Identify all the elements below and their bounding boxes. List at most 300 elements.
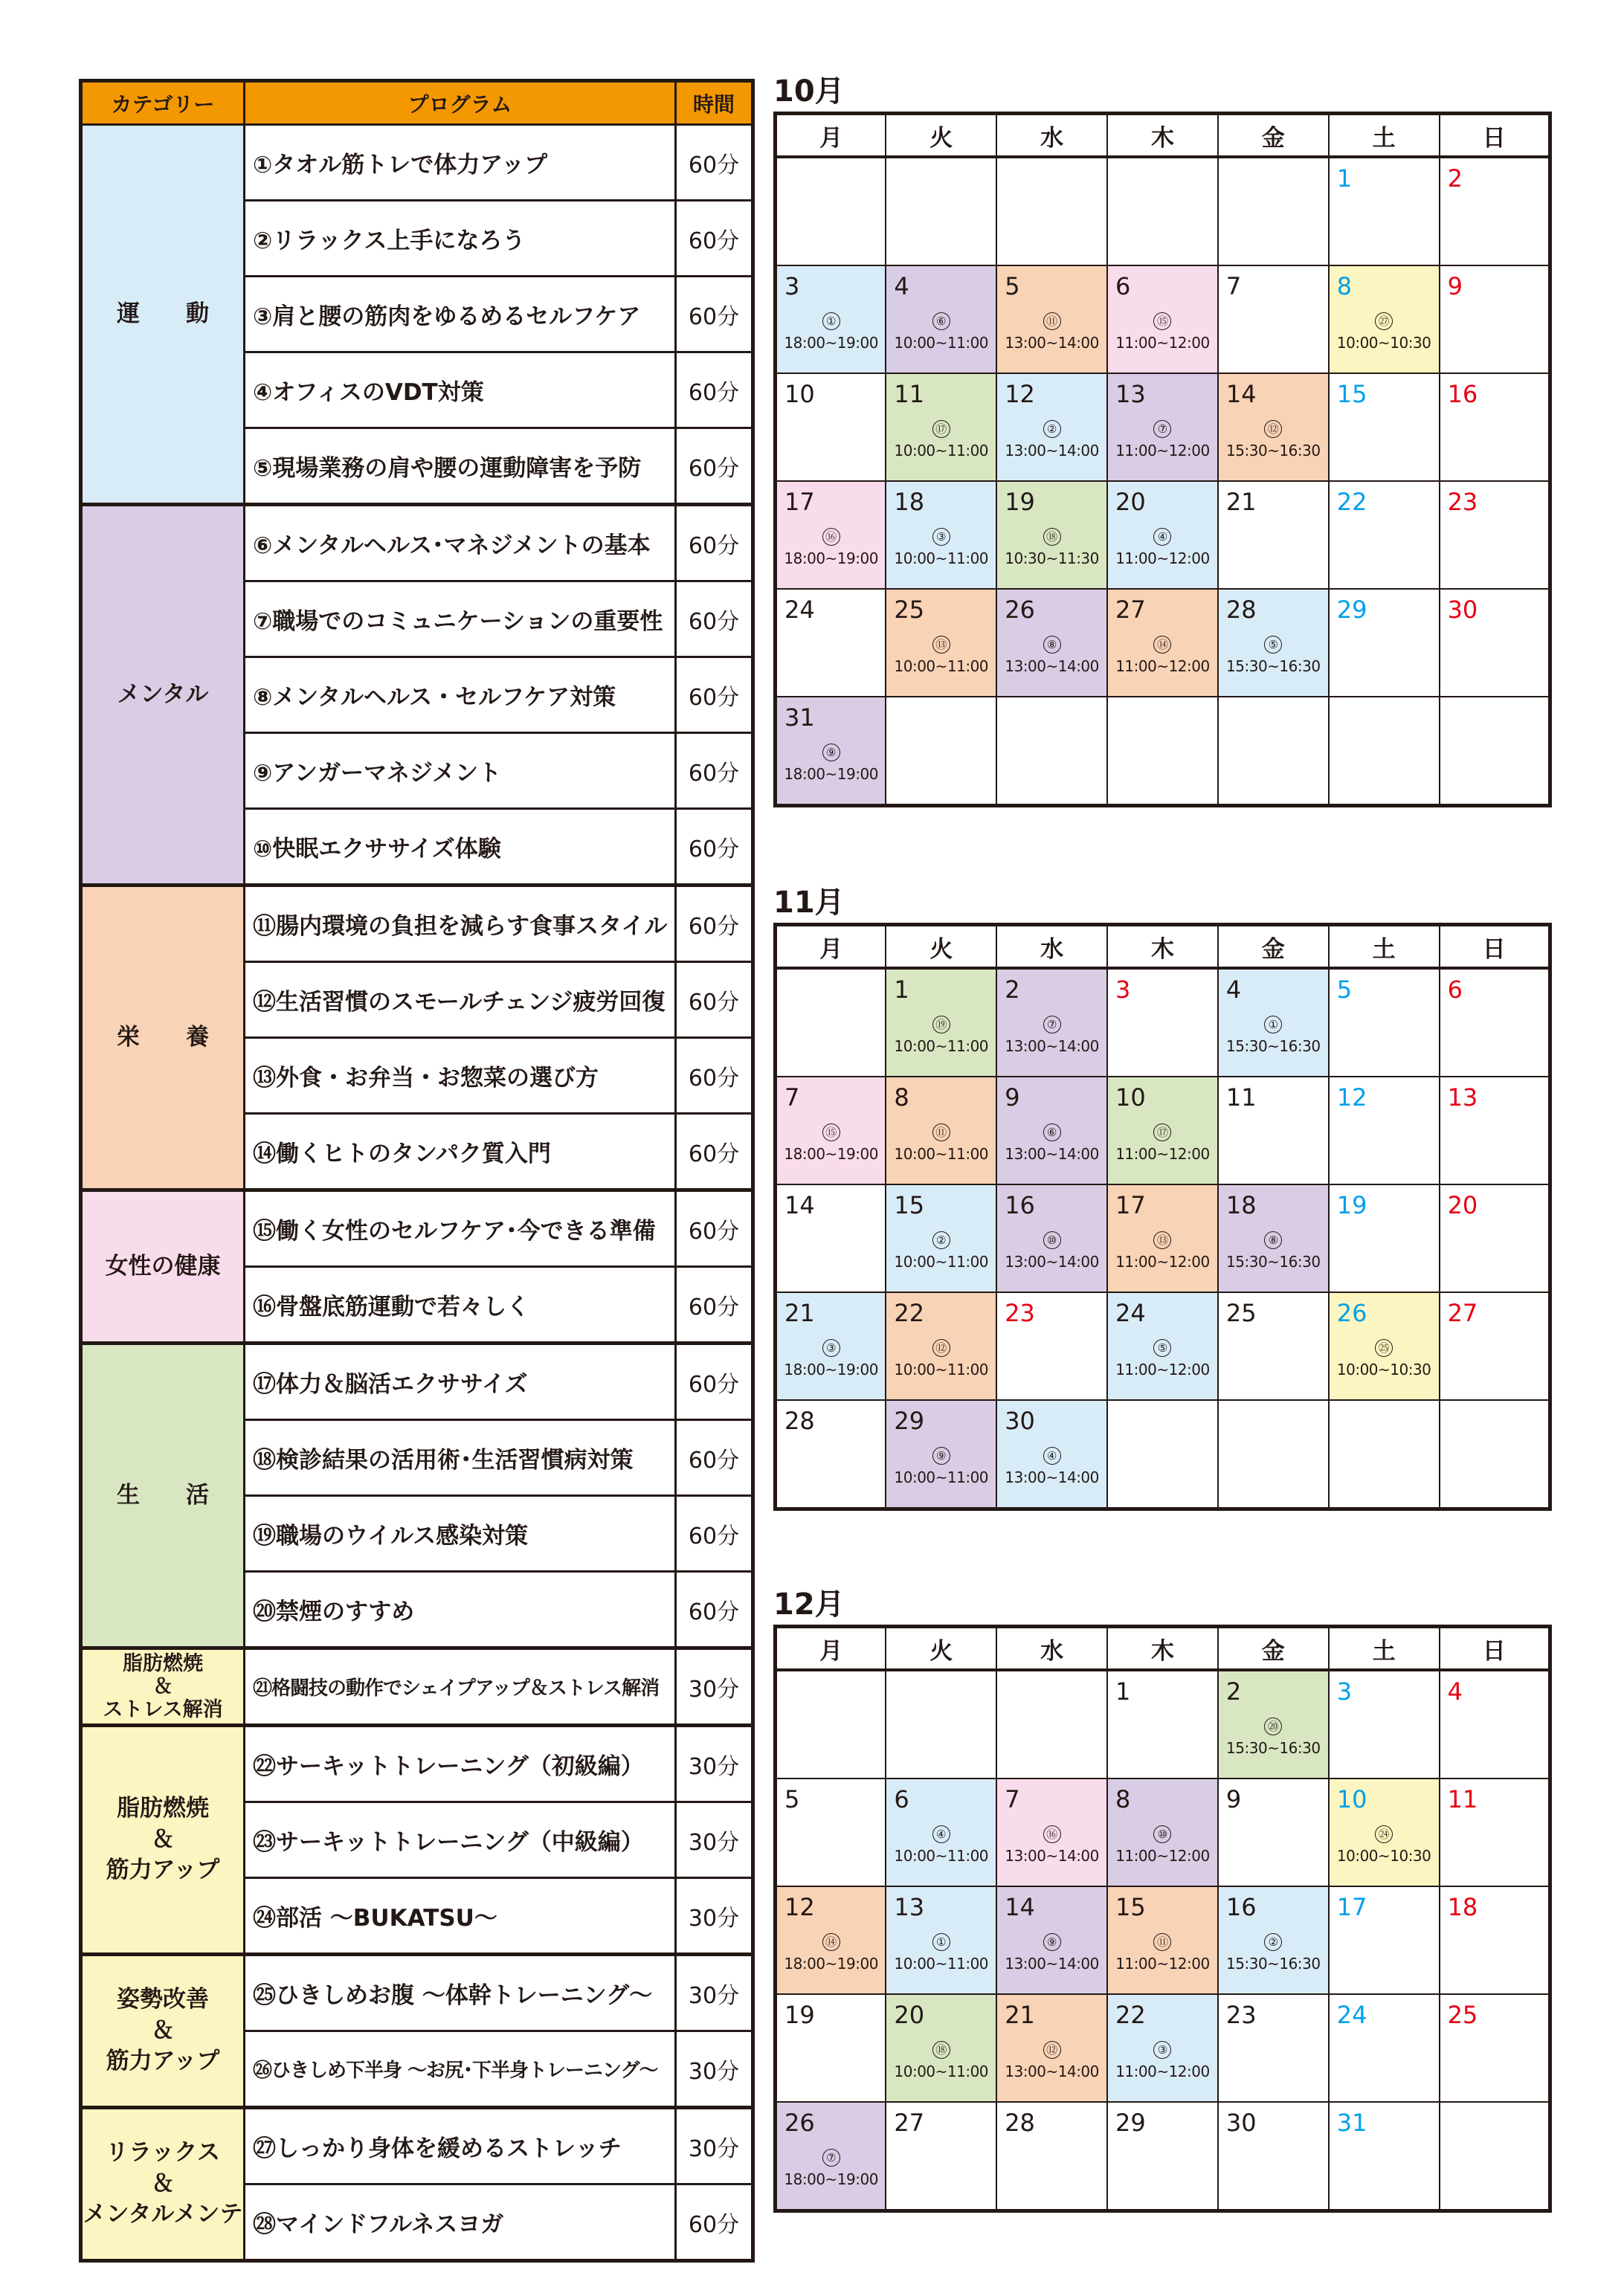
- program-duration: 60分: [676, 125, 753, 201]
- day-number: 18: [894, 488, 925, 516]
- day-cell: [1440, 1779, 1550, 1886]
- event-program-number: [886, 634, 996, 654]
- program-name: ⑭働くヒトのタンパク質入門: [245, 1114, 676, 1190]
- week-row: [776, 481, 1550, 589]
- event-program-number: [777, 2147, 885, 2167]
- day-cell: [1218, 1292, 1329, 1400]
- event-program-number: [777, 526, 885, 546]
- event-program-number: [1108, 634, 1217, 654]
- day-cell: [886, 157, 996, 265]
- category-cell: 脂肪燃焼 ＆ ストレス解消: [81, 1648, 245, 1726]
- program-name: ⑩快眠エクササイズ体験: [245, 809, 676, 886]
- day-number: 5: [784, 1785, 800, 1813]
- event-program-number: [1330, 311, 1439, 330]
- day-number: 27: [1447, 1299, 1478, 1327]
- category-cell: リラックス ＆ メンタルメンテ: [81, 2108, 245, 2261]
- day-number: 28: [1225, 596, 1257, 624]
- weekday-label: 日: [1440, 114, 1550, 158]
- program-number-badge: ⑥: [932, 312, 950, 330]
- weekday-label: 土: [1329, 925, 1440, 969]
- event-time: 13:00~14:00: [1005, 1145, 1099, 1163]
- program-name: ㉕ひきしめお腹 ～体幹トレーニング～: [245, 1955, 676, 2031]
- program-duration: 60分: [676, 2184, 753, 2261]
- program-name: ②リラックス上手になろう: [245, 201, 676, 277]
- day-number: 2: [1225, 1677, 1242, 1706]
- weekday-label: 木: [1107, 925, 1218, 969]
- program-number-badge: ⑰: [932, 420, 950, 438]
- calendar-november: [773, 883, 1552, 1511]
- event-program-number: [886, 1230, 996, 1249]
- event-program-number: [886, 2039, 996, 2059]
- day-cell: [996, 481, 1107, 589]
- program-name: ⑥メンタルヘルス･マネジメントの基本: [245, 505, 676, 581]
- day-number: 24: [1115, 1299, 1146, 1327]
- day-number: 15: [894, 1191, 925, 1219]
- program-number-badge: ③: [822, 1339, 840, 1357]
- day-number: 26: [1336, 1299, 1367, 1327]
- event-program-number: [1219, 1230, 1328, 1249]
- program-number-badge: ⑧: [1264, 1231, 1282, 1249]
- day-number: 19: [1005, 488, 1035, 516]
- day-cell: [1218, 265, 1329, 373]
- event-time: 18:00~19:00: [784, 2170, 878, 2188]
- program-number-badge: ①: [932, 1933, 950, 1951]
- event-time: 15:30~16:30: [1226, 657, 1321, 675]
- day-number: 7: [784, 1083, 800, 1112]
- header-time: 時間: [676, 81, 753, 125]
- program-number-badge: ④: [1043, 1447, 1061, 1465]
- day-number: 26: [784, 2109, 815, 2137]
- event-program-number: [997, 1122, 1106, 1141]
- week-row: [776, 373, 1550, 481]
- weekday-label: 月: [776, 1627, 886, 1671]
- program-number-badge: ⑮: [1153, 312, 1171, 330]
- event-program-number: [997, 1932, 1106, 1951]
- day-cell: [1218, 1077, 1329, 1184]
- program-name: ⑯骨盤底筋運動で若々しく: [245, 1267, 676, 1344]
- day-cell: [1107, 1077, 1218, 1184]
- event-time: 10:00~11:00: [894, 1253, 989, 1271]
- table-row: [81, 125, 753, 201]
- day-cell: [1440, 589, 1550, 697]
- event-program-number: [777, 1122, 885, 1141]
- event-time: 10:30~11:30: [1005, 549, 1099, 567]
- day-cell: [1107, 1292, 1218, 1400]
- table-row: [81, 2108, 753, 2184]
- week-row: [776, 968, 1550, 1077]
- day-number: 19: [1336, 1191, 1367, 1219]
- event-program-number: [997, 1824, 1106, 1843]
- program-duration: 60分: [676, 1114, 753, 1190]
- program-number-badge: ①: [1264, 1016, 1282, 1033]
- day-cell: [776, 1779, 886, 1886]
- program-duration: 60分: [676, 809, 753, 886]
- day-cell: [776, 1670, 886, 1779]
- program-number-badge: ⑦: [1043, 1016, 1061, 1033]
- program-duration: 30分: [676, 2108, 753, 2184]
- day-cell: [996, 1670, 1107, 1779]
- day-cell: [996, 968, 1107, 1077]
- day-cell: [996, 157, 1107, 265]
- program-name: ㉔部活 ～BUKATSU～: [245, 1878, 676, 1955]
- calendar-grid: [773, 112, 1552, 807]
- weekday-label: 金: [1218, 925, 1329, 969]
- weekday-label: 月: [776, 114, 886, 158]
- day-cell: [996, 1886, 1107, 1994]
- day-number: 12: [784, 1893, 815, 1921]
- day-cell: [1107, 589, 1218, 697]
- program-table: [79, 79, 755, 2263]
- day-number: 31: [1336, 2109, 1367, 2137]
- category-cell: 栄 養: [81, 886, 245, 1190]
- event-program-number: [1108, 1230, 1217, 1249]
- program-name: ⑬外食・お弁当・お惣菜の選び方: [245, 1038, 676, 1114]
- day-cell: [776, 1077, 886, 1184]
- program-number-badge: ⑨: [1043, 1933, 1061, 1951]
- program-duration: 60分: [676, 581, 753, 657]
- program-duration: 60分: [676, 1420, 753, 1496]
- table-row: [81, 1955, 753, 2031]
- day-number: 26: [1005, 596, 1035, 624]
- event-time: 18:00~19:00: [784, 765, 878, 783]
- program-number-badge: ⑨: [822, 744, 840, 761]
- event-program-number: [1219, 634, 1328, 654]
- day-cell: [886, 373, 996, 481]
- day-cell: [1440, 157, 1550, 265]
- event-time: 11:00~12:00: [1115, 1847, 1210, 1865]
- day-number: 3: [1115, 976, 1131, 1004]
- program-duration: 60分: [676, 1496, 753, 1572]
- day-number: 9: [1447, 272, 1463, 300]
- day-number: 12: [1005, 380, 1035, 408]
- event-program-number: [1108, 526, 1217, 546]
- program-number-badge: ⑨: [932, 1447, 950, 1465]
- day-cell: [996, 1077, 1107, 1184]
- day-cell: [776, 1292, 886, 1400]
- event-program-number: [997, 311, 1106, 330]
- day-cell: [1329, 1886, 1440, 1994]
- day-cell: [776, 1184, 886, 1292]
- day-cell: [886, 481, 996, 589]
- day-cell: [1329, 157, 1440, 265]
- week-row: [776, 697, 1550, 806]
- day-cell: [886, 1077, 996, 1184]
- day-cell: [996, 265, 1107, 373]
- weekday-label: 月: [776, 925, 886, 969]
- day-number: 23: [1225, 2001, 1257, 2029]
- day-cell: [1440, 1184, 1550, 1292]
- program-number-badge: ㉕: [1375, 1339, 1393, 1357]
- day-number: 10: [784, 380, 815, 408]
- day-number: 28: [1005, 2109, 1035, 2137]
- event-time: 10:00~10:30: [1336, 1847, 1431, 1865]
- program-duration: 30分: [676, 1802, 753, 1878]
- weekday-label: 土: [1329, 114, 1440, 158]
- weekday-header-row: [776, 114, 1550, 158]
- program-name: ⑱検診結果の活用術･生活習慣病対策: [245, 1420, 676, 1496]
- event-time: 10:00~10:30: [1336, 334, 1431, 352]
- week-row: [776, 1886, 1550, 1994]
- event-time: 13:00~14:00: [1005, 1955, 1099, 1973]
- day-cell: [1440, 1292, 1550, 1400]
- month-title: 11月: [773, 886, 845, 920]
- event-time: 11:00~12:00: [1115, 1253, 1210, 1271]
- day-cell: [1440, 697, 1550, 806]
- program-duration: 30分: [676, 1955, 753, 2031]
- weekday-label: 水: [996, 1627, 1107, 1671]
- day-cell: [1440, 1994, 1550, 2102]
- event-time: 18:00~19:00: [784, 1145, 878, 1163]
- day-number: 23: [1005, 1299, 1035, 1327]
- weekday-label: 金: [1218, 1627, 1329, 1671]
- event-program-number: [997, 1445, 1106, 1465]
- program-number-badge: ⑤: [1264, 636, 1282, 654]
- day-cell: [1440, 968, 1550, 1077]
- day-cell: [886, 2102, 996, 2211]
- day-cell: [1218, 697, 1329, 806]
- day-cell: [1329, 1994, 1440, 2102]
- day-cell: [1107, 1184, 1218, 1292]
- category-cell: メンタル: [81, 505, 245, 886]
- day-number: 29: [1336, 596, 1367, 624]
- weekday-label: 火: [886, 925, 996, 969]
- event-time: 13:00~14:00: [1005, 334, 1099, 352]
- category-cell: 姿勢改善 ＆ 筋力アップ: [81, 1955, 245, 2108]
- day-cell: [1329, 1184, 1440, 1292]
- day-number: 25: [894, 596, 925, 624]
- program-name: ⑰体力＆脳活エクササイズ: [245, 1344, 676, 1420]
- program-number-badge: ③: [932, 528, 950, 546]
- day-cell: [1329, 481, 1440, 589]
- day-cell: [996, 373, 1107, 481]
- category-cell: 生 活: [81, 1344, 245, 1648]
- day-number: 13: [1115, 380, 1146, 408]
- day-cell: [886, 589, 996, 697]
- day-cell: [886, 968, 996, 1077]
- day-cell: [776, 1994, 886, 2102]
- event-program-number: [886, 1338, 996, 1357]
- day-number: 20: [894, 2001, 925, 2029]
- header-category: カテゴリー: [81, 81, 245, 125]
- day-number: 16: [1005, 1191, 1035, 1219]
- event-program-number: [777, 1338, 885, 1357]
- event-program-number: [1108, 419, 1217, 438]
- day-cell: [996, 1292, 1107, 1400]
- day-cell: [776, 697, 886, 806]
- day-cell: [1329, 968, 1440, 1077]
- program-number-badge: ⑲: [932, 1016, 950, 1033]
- event-time: 13:00~14:00: [1005, 657, 1099, 675]
- day-cell: [1329, 1292, 1440, 1400]
- day-cell: [1218, 157, 1329, 265]
- event-time: 10:00~11:00: [894, 2063, 989, 2080]
- weekday-label: 火: [886, 1627, 996, 1671]
- day-number: 10: [1336, 1785, 1367, 1813]
- day-number: 2: [1447, 164, 1463, 193]
- program-name: ㉓サーキットトレーニング（中級編）: [245, 1802, 676, 1878]
- day-number: 3: [784, 272, 800, 300]
- week-row: [776, 1400, 1550, 1509]
- day-cell: [1329, 373, 1440, 481]
- day-number: 28: [784, 1407, 815, 1435]
- table-row: [81, 1344, 753, 1420]
- program-number-badge: ⑯: [822, 528, 840, 546]
- event-time: 10:00~11:00: [894, 1145, 989, 1163]
- week-row: [776, 1670, 1550, 1779]
- day-cell: [1107, 2102, 1218, 2211]
- day-number: 20: [1447, 1191, 1478, 1219]
- event-program-number: [1108, 311, 1217, 330]
- day-cell: [776, 265, 886, 373]
- day-cell: [776, 481, 886, 589]
- program-name: ⑦職場でのコミュニケーションの重要性: [245, 581, 676, 657]
- program-name: ⑫生活習慣のスモールチェンジ疲労回復: [245, 962, 676, 1038]
- day-cell: [886, 1292, 996, 1400]
- day-cell: [1440, 481, 1550, 589]
- day-number: 22: [894, 1299, 925, 1327]
- day-cell: [1329, 265, 1440, 373]
- day-number: 11: [894, 380, 925, 408]
- program-number-badge: ⑭: [1153, 636, 1171, 654]
- day-cell: [1107, 157, 1218, 265]
- day-number: 12: [1336, 1083, 1367, 1112]
- program-number-badge: ⑪: [932, 1123, 950, 1141]
- program-number-badge: ④: [932, 1825, 950, 1843]
- day-cell: [1329, 697, 1440, 806]
- event-program-number: [1108, 2039, 1217, 2059]
- program-number-badge: ⑥: [1043, 1123, 1061, 1141]
- week-row: [776, 2102, 1550, 2211]
- program-number-badge: ⑭: [822, 1933, 840, 1951]
- program-name: ①タオル筋トレで体力アップ: [245, 125, 676, 201]
- day-cell: [776, 157, 886, 265]
- weekday-label: 木: [1107, 114, 1218, 158]
- program-duration: 60分: [676, 352, 753, 428]
- day-number: 27: [1115, 596, 1146, 624]
- event-program-number: [997, 1230, 1106, 1249]
- event-time: 13:00~14:00: [1005, 1037, 1099, 1055]
- day-number: 7: [1225, 272, 1242, 300]
- event-program-number: [886, 1932, 996, 1951]
- event-program-number: [997, 634, 1106, 654]
- program-number-badge: ⑩: [1153, 1825, 1171, 1843]
- program-number-badge: ⑫: [1264, 420, 1282, 438]
- program-number-badge: ⑱: [1043, 528, 1061, 546]
- table-row: [81, 505, 753, 581]
- table-row: [81, 1648, 753, 1726]
- event-time: 11:00~12:00: [1115, 442, 1210, 459]
- event-time: 10:00~11:00: [894, 1847, 989, 1865]
- day-cell: [1107, 697, 1218, 806]
- week-row: [776, 589, 1550, 697]
- event-time: 11:00~12:00: [1115, 2063, 1210, 2080]
- event-program-number: [997, 2039, 1106, 2059]
- day-number: 8: [1115, 1785, 1131, 1813]
- day-cell: [1440, 1077, 1550, 1184]
- day-number: 5: [1336, 976, 1353, 1004]
- program-number-badge: ⑬: [932, 636, 950, 654]
- day-cell: [996, 1779, 1107, 1886]
- week-row: [776, 1994, 1550, 2102]
- program-name: ㉖ひきしめ下半身 ～お尻･下半身トレーニング～: [245, 2031, 676, 2108]
- event-time: 13:00~14:00: [1005, 1468, 1099, 1486]
- calendar-december: [773, 1584, 1552, 2213]
- day-number: 6: [894, 1785, 909, 1813]
- program-duration: 60分: [676, 277, 753, 352]
- day-cell: [996, 1994, 1107, 2102]
- day-cell: [776, 373, 886, 481]
- program-name: ⑲職場のウイルス感染対策: [245, 1496, 676, 1572]
- month-title: 12月: [773, 1587, 845, 1622]
- day-cell: [1107, 1779, 1218, 1886]
- program-number-badge: ②: [932, 1231, 950, 1249]
- event-time: 13:00~14:00: [1005, 442, 1099, 459]
- weekday-label: 水: [996, 114, 1107, 158]
- event-program-number: [1108, 1932, 1217, 1951]
- event-program-number: [886, 1824, 996, 1843]
- event-program-number: [1219, 1716, 1328, 1735]
- day-cell: [1329, 1670, 1440, 1779]
- day-cell: [1218, 373, 1329, 481]
- day-number: 4: [1447, 1677, 1463, 1706]
- program-name: ㉑格闘技の動作でシェイプアップ＆ストレス解消: [245, 1648, 676, 1726]
- event-time: 13:00~14:00: [1005, 2063, 1099, 2080]
- program-number-badge: ⑮: [822, 1123, 840, 1141]
- day-number: 21: [784, 1299, 815, 1327]
- event-program-number: [777, 311, 885, 330]
- event-program-number: [1219, 1014, 1328, 1033]
- day-number: 9: [1225, 1785, 1242, 1813]
- day-cell: [1329, 1077, 1440, 1184]
- event-time: 10:00~11:00: [894, 549, 989, 567]
- day-number: 11: [1225, 1083, 1257, 1112]
- program-name: ⑨アンガーマネジメント: [245, 733, 676, 809]
- table-row: [81, 1726, 753, 1802]
- day-number: 14: [784, 1191, 815, 1219]
- week-row: [776, 1184, 1550, 1292]
- program-duration: 60分: [676, 886, 753, 962]
- event-time: 18:00~19:00: [784, 1361, 878, 1378]
- day-number: 25: [1447, 2001, 1478, 2029]
- table-header-row: [81, 81, 753, 125]
- event-time: 10:00~11:00: [894, 657, 989, 675]
- category-cell: 運 動: [81, 125, 245, 505]
- event-program-number: [997, 1014, 1106, 1033]
- event-time: 13:00~14:00: [1005, 1253, 1099, 1271]
- program-duration: 30分: [676, 1726, 753, 1802]
- day-cell: [776, 1400, 886, 1509]
- day-number: 17: [784, 488, 815, 516]
- day-number: 16: [1447, 380, 1478, 408]
- day-cell: [996, 589, 1107, 697]
- event-program-number: [777, 742, 885, 761]
- day-number: 22: [1115, 2001, 1146, 2029]
- event-time: 11:00~12:00: [1115, 549, 1210, 567]
- day-number: 10: [1115, 1083, 1146, 1112]
- day-cell: [1218, 1994, 1329, 2102]
- day-cell: [1107, 1400, 1218, 1509]
- day-number: 27: [894, 2109, 925, 2137]
- day-cell: [1440, 1886, 1550, 1994]
- week-row: [776, 1292, 1550, 1400]
- weekday-label: 水: [996, 925, 1107, 969]
- day-cell: [886, 1184, 996, 1292]
- program-name: ㉘マインドフルネスヨガ: [245, 2184, 676, 2261]
- event-time: 11:00~12:00: [1115, 1955, 1210, 1973]
- day-number: 21: [1005, 2001, 1035, 2029]
- event-time: 11:00~12:00: [1115, 1361, 1210, 1378]
- program-number-badge: ②: [1264, 1933, 1282, 1951]
